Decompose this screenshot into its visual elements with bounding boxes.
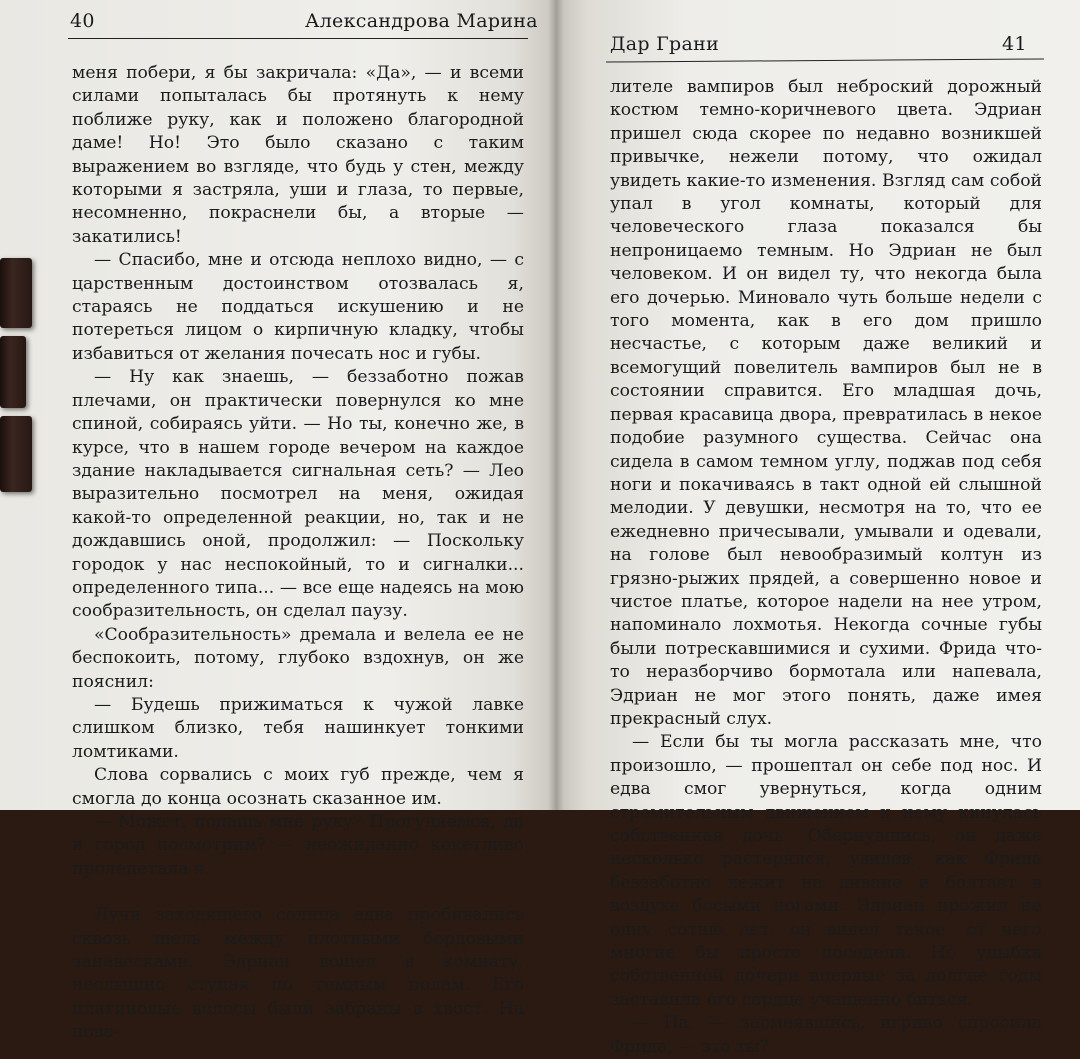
paragraph: — Если бы ты могла рассказать мне, что произошло, — прошептал он себе под нос. И едва смог увернуться, когда одним стремительным движением к нему кинулась собственная дочь. Обернувшись, он даже несколько растерялся, увидев, как Фрида беззаботно лежит на диване и болтает в воздухе босыми ногами. Эдриан прожил не одну сотню лет, он видел такое, от чего многие бы просто поседели. Но улыбка собственной дочери впервые за долгие годы заставила его сердце учащенно биться.: [610, 732, 1042, 1010]
binder-clip-bottom: [0, 416, 32, 492]
binder-clip-top: [0, 258, 32, 328]
left-page-number: 40: [70, 10, 95, 32]
paragraph: меня побери, я бы закричала: «Да», — и всеми силами попыталась бы протянуть к нему поближе руку, как и положено благородной даме! Но! Это было сказано с таким выражением во взгляде, что будь у стен, между которыми я застряла, уши и глаза, то первые, несомненно, покраснели бы, а вторые — закатились!: [72, 63, 524, 247]
paragraph: лителе вампиров был неброский дорожный костюм темно-коричневого цвета. Эдриан пришел сюда скорее по недавно возникшей привычке, нежели потому, что ожидал увидеть какие-то изменения. Взгляд сам собой упал в угол комнаты, который для человеческого глаза показался бы непроницаемо темным. Но Эдриан не был человеком. И он видел ту, что некогда была его дочерью. Миновало чуть больше недели с того момента, как в его дом пришло несчастье, с которым даже великий и всемогущий повелитель вампиров был не в состоянии справится. Его младшая дочь, первая красавица двора, превратилась в некое подобие разумного существа. Сейчас она сидела в самом темном углу, поджав под себя ноги и покачиваясь в такт одной ей слышной мелодии. У девушки, несмотря на то, что ее ежедневно причесывали, умывали и одевали, на голове был невообразимый колтун из грязно-рыжих прядей, а совершенно новое и чистое платье, которое надели на нее утром, напоминало лохмотья. Некогда сочные губы были потрескавшимися и сухими. Фрида что-то неразборчиво бормотала или напевала, Эдриан не мог этого понять, даже имея прекрасный слух.: [610, 77, 1042, 729]
paragraph: Лучи заходящего солнца едва пробивались сквозь щель между плотными бордовыми занавесками. Эдриан вошел в комнату, неслышно ступая по темным полам. Его платиновые волосы были забраны в хвост. На пове-: [72, 905, 524, 1043]
right-running-head: Дар Грани: [610, 33, 720, 55]
paragraph: — Может, подашь мне руку? Прогуляемся, да и город посмотрим? — неожиданно кокетливо пролепетала я.: [72, 812, 524, 879]
paragraph: — Ну как знаешь, — беззаботно пожав плечами, он практически повернулся ко мне спиной, собираясь уйти. — Но ты, конечно же, в курсе, что в нашем городе вечером на каждое здание накладывается сигнальная сеть? — Лео выразительно посмотрел на меня, ожидая какой-то определенной реакции, но, так и не дождавшись оной, продолжил: — Поскольку городок у нас неспокойный, то и сигналки... определенного типа... — все еще надеясь на мою сообразительность, он сделал паузу.: [72, 367, 524, 622]
paragraph: «Сообразительность» дремала и велела ее не беспокоить, потому, глубоко вздохнув, он же пояснил:: [72, 624, 524, 692]
paragraph: — Спасибо, мне и отсюда неплохо видно, — с царственным достоинством отозвалась я, стараясь не поддаться искушению и не потереться лицом о кирпичную кладку, чтобы избавиться от желания почесать нос и губы.: [72, 250, 524, 364]
paragraph: Слова сорвались с моих губ прежде, чем я смогла до конца осознать сказанное им.: [72, 765, 524, 809]
right-page: [556, 0, 1080, 1057]
right-header-rule: [606, 58, 1044, 62]
right-body-text: [610, 76, 1042, 1059]
left-body-text: [72, 62, 524, 1045]
right-page-number: 41: [1002, 33, 1027, 55]
left-running-head: Александрова Марина: [305, 10, 538, 32]
book-gutter: [548, 0, 564, 810]
paragraph: — Будешь прижиматься к чужой лавке слишком близко, тебя нашинкует тонкими ломтиками.: [72, 694, 524, 762]
binder-clip-middle: [0, 336, 26, 408]
section-break: [72, 881, 524, 904]
paragraph: — Па, — засмеявшись, игриво спросила Фрида, — это ты?: [610, 1013, 1042, 1057]
left-header-rule: [68, 38, 528, 39]
